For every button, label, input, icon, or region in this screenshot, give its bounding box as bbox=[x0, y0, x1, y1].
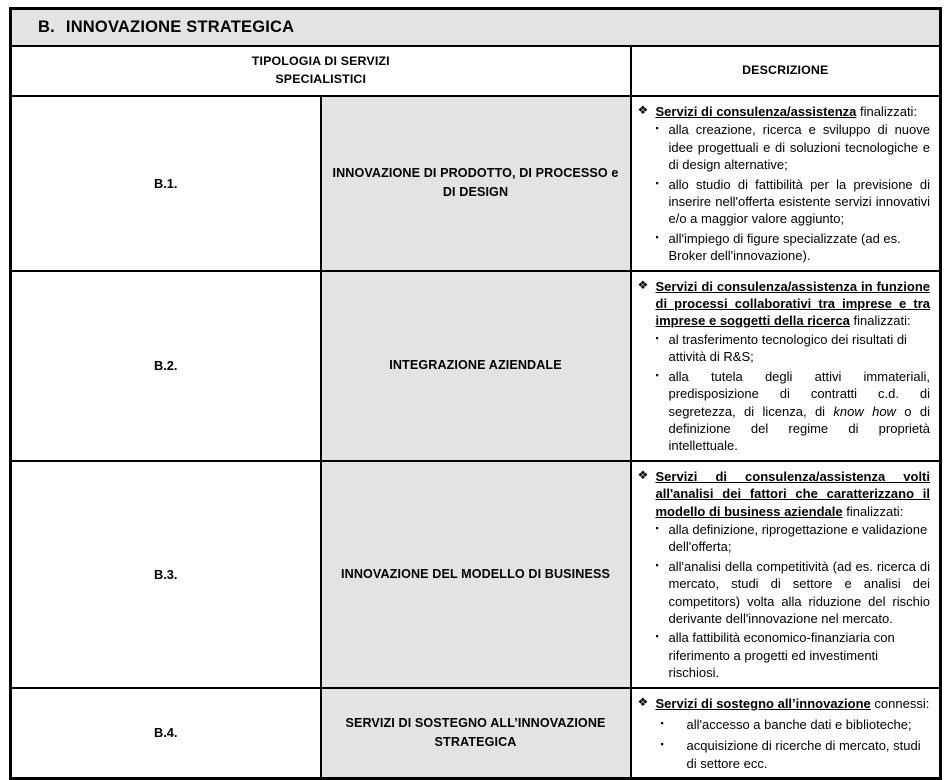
column-header-row bbox=[11, 46, 941, 96]
row-name: SERVIZI DI SOSTEGNO ALL’INNOVAZIONE STRATEGICA bbox=[321, 688, 631, 779]
list-item-text: alla creazione, ricerca e sviluppo di nuove idee progettuali e di soluzioni tecnologiche e di design alternative; bbox=[668, 122, 930, 173]
section-title bbox=[38, 18, 939, 37]
row-description bbox=[631, 271, 941, 461]
list-item bbox=[656, 521, 931, 556]
list-item-text: all'impiego di figure specializzate (ad es. Broker dell'innovazione). bbox=[668, 230, 901, 264]
list-item-text: al trasferimento tecnologico dei risultati di attività di R&S; bbox=[668, 331, 907, 365]
square-bullet-icon: ▪ bbox=[660, 718, 664, 728]
table-row bbox=[11, 271, 941, 461]
row-code: B.2. bbox=[11, 271, 321, 461]
square-bullet-icon: ▪ bbox=[655, 123, 659, 134]
diamond-bullet-icon: ❖ bbox=[637, 694, 649, 709]
table-row bbox=[11, 96, 941, 271]
lead-tail-text: connessi: bbox=[870, 695, 930, 711]
list-item bbox=[656, 629, 931, 681]
square-bullet-icon: ▪ bbox=[655, 631, 659, 642]
row-name: INNOVAZIONE DI PRODOTTO, DI PROCESSO e DI DESIGN bbox=[321, 96, 631, 271]
list-item-text: all'analisi della competitività (ad es. ricerca di mercato, studi di settore e analisi dei competitors) volta alla riduzione del rischio derivante dell'innovazione nel mercato. bbox=[668, 558, 930, 626]
row-description bbox=[631, 461, 941, 688]
row-code: B.4. bbox=[11, 688, 321, 779]
lead-bold-text: Servizi di consulenza/assistenza bbox=[655, 104, 857, 119]
description-lead bbox=[637, 103, 931, 120]
square-bullet-icon: ▪ bbox=[660, 739, 664, 750]
list-item bbox=[656, 176, 931, 228]
list-item bbox=[659, 737, 931, 772]
description-lead bbox=[637, 695, 931, 712]
square-bullet-icon: ▪ bbox=[655, 332, 659, 343]
square-bullet-icon: ▪ bbox=[655, 231, 659, 242]
lead-bold-text: Servizi di sostegno all’innovazione bbox=[655, 695, 871, 711]
table-row bbox=[11, 688, 941, 779]
description-lead bbox=[637, 468, 931, 520]
column-header-tipologia-line2: SPECIALISTICI bbox=[275, 72, 367, 86]
list-item bbox=[656, 331, 931, 366]
description-sub-list bbox=[637, 121, 931, 264]
lead-tail-text: finalizzati: bbox=[849, 313, 911, 329]
description-sub-list bbox=[637, 331, 931, 455]
list-item bbox=[656, 121, 931, 173]
list-item bbox=[656, 558, 931, 628]
lead-tail-text: finalizzati: bbox=[856, 104, 918, 119]
column-header-tipologia-line1: TIPOLOGIA DI SERVIZI bbox=[251, 54, 390, 69]
lead-bold-text: Servizi di consulenza/assistenza volti all'analisi dei fattori che caratterizzano il modello di business aziendale bbox=[655, 468, 930, 519]
description-sub-list bbox=[637, 716, 931, 772]
square-bullet-icon: ▪ bbox=[655, 177, 659, 188]
services-table bbox=[9, 7, 942, 780]
list-item-text: alla fattibilità economico-finanziaria con riferimento a progetti ed investimenti rischiosi. bbox=[668, 630, 895, 681]
list-item bbox=[656, 230, 931, 265]
row-code: B.1. bbox=[11, 96, 321, 271]
list-item-text: all'accesso a banche dati e biblioteche; bbox=[686, 717, 912, 732]
column-header-descrizione-label: DESCRIZIONE bbox=[742, 63, 829, 78]
section-title-row bbox=[11, 9, 941, 47]
list-item-text: alla definizione, riprogettazione e validazione dell'offerta; bbox=[668, 521, 928, 555]
square-bullet-icon: ▪ bbox=[655, 522, 659, 533]
diamond-bullet-icon: ❖ bbox=[637, 103, 649, 117]
column-header-tipologia bbox=[11, 46, 631, 96]
section-title-text: INNOVAZIONE STRATEGICA bbox=[65, 18, 295, 36]
description-lead bbox=[637, 278, 931, 330]
square-bullet-icon: ▪ bbox=[655, 559, 659, 570]
diamond-bullet-icon: ❖ bbox=[637, 467, 649, 482]
lead-tail-text: finalizzati: bbox=[842, 503, 904, 519]
description-sub-list bbox=[637, 521, 931, 682]
list-item-text: allo studio di fattibilità per la previsione di inserire nell'offerta esistente servizi innovativi e/o a maggior valore aggiunto; bbox=[668, 176, 930, 227]
section-letter: B. bbox=[38, 18, 55, 36]
section-title-cell bbox=[11, 9, 941, 47]
row-description bbox=[631, 688, 941, 779]
list-item-text: acquisizione di ricerche di mercato, studi di settore ecc. bbox=[686, 738, 921, 771]
table-row bbox=[11, 461, 941, 688]
list-item bbox=[659, 716, 931, 733]
row-name: INTEGRAZIONE AZIENDALE bbox=[321, 271, 631, 461]
row-code: B.3. bbox=[11, 461, 321, 688]
diamond-bullet-icon: ❖ bbox=[637, 277, 649, 292]
row-description bbox=[631, 96, 941, 271]
list-item-text: alla tutela degli attivi immateriali, predisposizione di contratti c.d. di segretezza, di licenza, di know how o di definizione del regime di proprietà intellettuale. bbox=[668, 368, 930, 454]
square-bullet-icon: ▪ bbox=[655, 369, 659, 380]
column-header-descrizione bbox=[631, 46, 941, 96]
row-name: INNOVAZIONE DEL MODELLO DI BUSINESS bbox=[321, 461, 631, 688]
lead-bold-text: Servizi di consulenza/assistenza in funzione di processi collaborativi tra imprese e tra imprese e soggetti della ricerca bbox=[655, 278, 930, 329]
list-item bbox=[656, 368, 931, 455]
